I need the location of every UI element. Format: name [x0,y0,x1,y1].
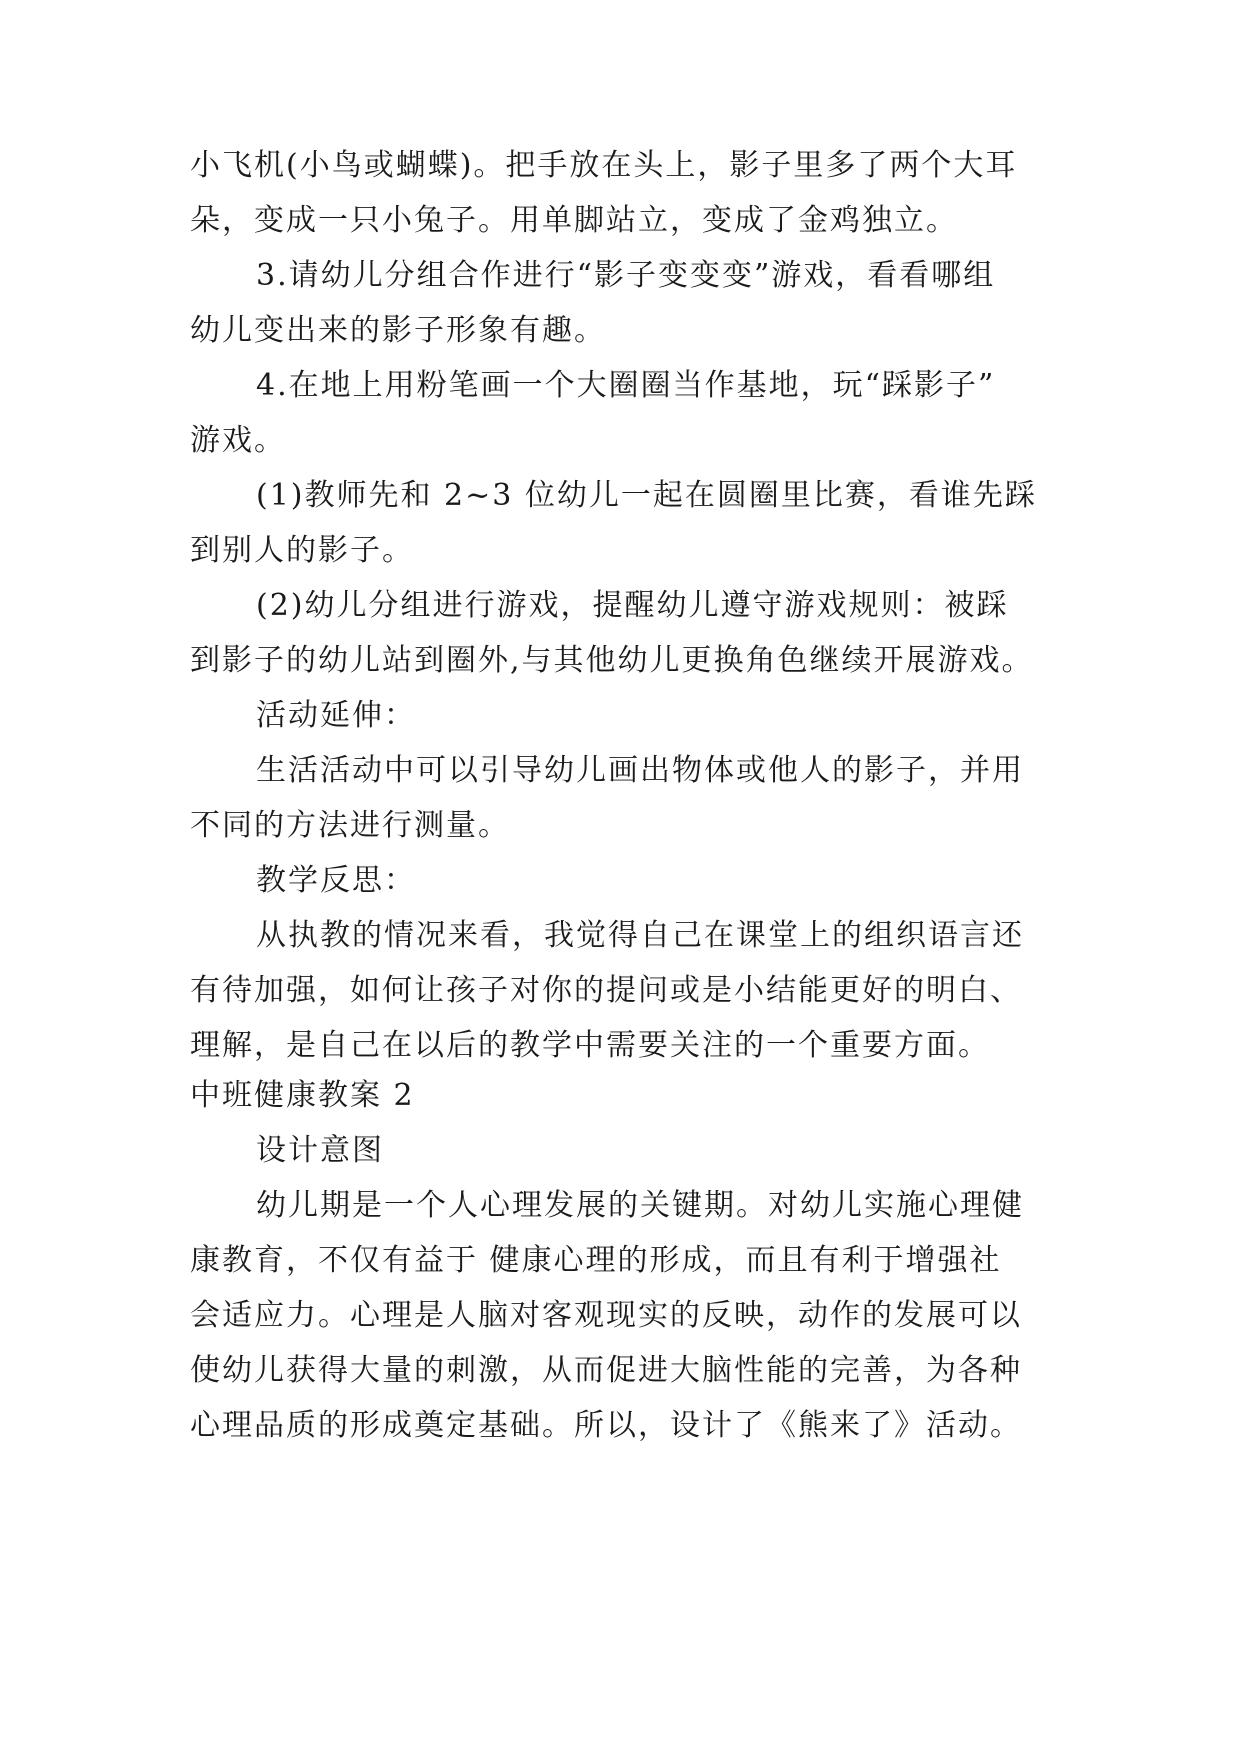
text-line: 理解，是自己在以后的教学中需要关注的一个重要方面。 [190,1028,990,1063]
text-line: 生活活动中可以引导幼儿画出物体或他人的影子，并用 [256,753,1024,788]
text-line: 到影子的幼儿站到圈外,与其他幼儿更换角色继续开展游戏。 [190,643,1034,678]
text-line: 到别人的影子。 [190,533,414,568]
text-line: (2)幼儿分组进行游戏，提醒幼儿遵守游戏规则：被踩 [256,588,1009,623]
text-line: 会适应力。心理是人脑对客观现实的反映，动作的发展可以 [190,1298,1022,1333]
text-line: 游戏。 [190,423,286,458]
document-heading: 中班健康教案 2 [190,1078,415,1113]
text-line: 3.请幼儿分组合作进行“影子变变变”游戏，看看哪组 [256,258,996,293]
text-line: 从执教的情况来看，我觉得自己在课堂上的组织语言还 [256,918,1024,953]
text-line: 朵，变成一只小兔子。用单脚站立，变成了金鸡独立。 [190,203,958,238]
text-line: 有待加强，如何让孩子对你的提问或是小结能更好的明白、 [190,973,1022,1008]
text-line: 小飞机(小鸟或蝴蝶)。把手放在头上，影子里多了两个大耳 [190,148,1018,183]
text-line: 幼儿变出来的影子形象有趣。 [190,313,606,348]
text-line: (1)教师先和 2~3 位幼儿一起在圆圈里比赛，看谁先踩 [256,478,1037,513]
text-line: 幼儿期是一个人心理发展的关键期。对幼儿实施心理健 [256,1188,1024,1223]
text-line: 康教育，不仅有益于 健康心理的形成，而且有利于增强社 [190,1243,1002,1278]
text-line: 心理品质的形成奠定基础。所以，设计了《熊来了》活动。 [190,1408,1022,1443]
text-line: 不同的方法进行测量。 [190,808,510,843]
section-label: 设计意图 [256,1133,384,1168]
section-label: 教学反思： [256,863,416,898]
text-line: 4.在地上用粉笔画一个大圈圈当作基地，玩“踩影子” [256,368,996,403]
text-line: 使幼儿获得大量的刺激，从而促进大脑性能的完善，为各种 [190,1353,1022,1388]
section-label: 活动延伸： [256,698,416,733]
